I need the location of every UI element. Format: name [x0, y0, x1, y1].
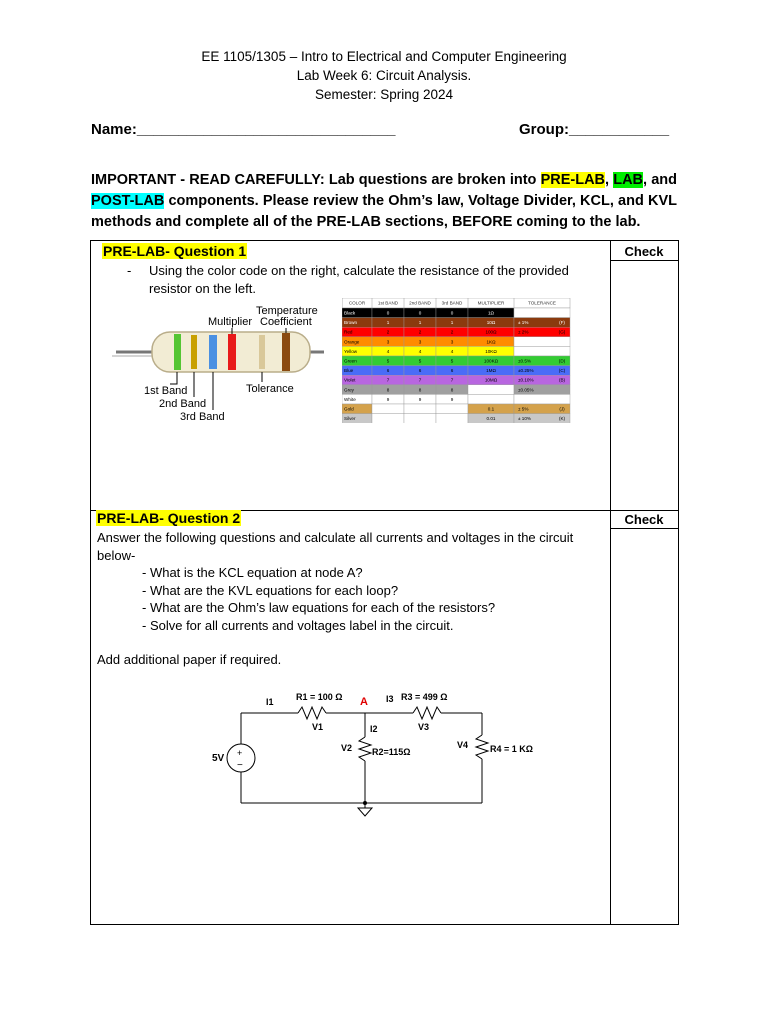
band-1-digit: 7: [386, 377, 390, 383]
color-row-grey: [342, 385, 570, 395]
color-row-brown: [342, 318, 570, 328]
prelab-highlight: PRE-LAB: [540, 172, 606, 188]
color-row-orange: [342, 337, 570, 347]
course-title: EE 1105/1305 – Intro to Electrical and Computer Engineering: [201, 49, 567, 64]
i1-label: I1: [266, 697, 274, 707]
tolerance-letter: (C): [558, 368, 566, 374]
multiplier-value: 1Ω: [488, 310, 494, 316]
band-3-digit: 6: [450, 368, 454, 374]
q2-item-4: - Solve for all currents and voltages label in the circuit.: [142, 618, 454, 633]
color-name: Brown: [344, 320, 358, 326]
r3-label: R3 = 499 Ω: [401, 692, 448, 702]
band-3-digit: 4: [450, 348, 454, 354]
q2-item-2: - What are the KVL equations for each loop?: [142, 583, 399, 598]
r4-label: R4 = 1 KΩ: [490, 744, 533, 754]
group-field[interactable]: Group:____________: [519, 121, 670, 138]
band-2-digit: 1: [418, 320, 422, 326]
tolerance-letter: (J): [559, 406, 565, 412]
ground-symbol: [358, 808, 372, 816]
q2-item-1: - What is the KCL equation at node A?: [142, 565, 363, 580]
multiplier-value: 0.1: [487, 406, 495, 412]
multiplier-value: 0.01: [486, 416, 496, 422]
color-name: Silver: [344, 416, 356, 422]
band-3-digit: 1: [450, 320, 454, 326]
band-multiplier-red: [228, 334, 236, 370]
color-row-gold: [342, 404, 570, 414]
color-row-yellow: [342, 346, 570, 356]
q2-item-3: - What are the Ohm’s law equations for each of the resistors?: [142, 600, 496, 615]
r2-label: R2=115Ω: [372, 747, 411, 757]
tolerance-value: ±0.10%: [518, 377, 534, 383]
label-band2: 2nd Band: [159, 398, 207, 410]
tolerance-letter: (B): [558, 377, 566, 383]
q1-instructions: Using the color code on the right, calculate the resistance of the provided resistor on the left.: [149, 263, 569, 296]
band-1-digit: 5: [386, 358, 390, 364]
color-name: Grey: [344, 387, 354, 393]
table-header: COLOR: [348, 300, 366, 306]
table-header: MULTIPLIER: [477, 300, 505, 306]
band-2-digit: 3: [418, 339, 422, 345]
band-3-digit: 2: [450, 329, 454, 335]
band-1-digit: 2: [386, 329, 390, 335]
tolerance-value: ±0.05%: [518, 387, 534, 393]
band-temp-brown: [282, 333, 290, 371]
multiplier-value: 10KΩ: [485, 348, 497, 354]
v1-label: V1: [312, 722, 324, 732]
tolerance-value: ±0.25%: [518, 368, 534, 374]
table-header: TOLERANCE: [528, 300, 556, 306]
multiplier-value: 1MΩ: [486, 368, 496, 374]
band-1-digit: 0: [386, 310, 390, 316]
r4-resistor: [476, 735, 488, 759]
color-row-white: [342, 394, 570, 404]
color-code-table: [342, 298, 572, 423]
q1-dash: -: [127, 263, 132, 278]
band-2-digit: 8: [418, 387, 422, 393]
q2-intro: Answer the following questions and calculate all currents and voltages in the circuit below-: [97, 530, 574, 563]
band-2-digit: 2: [418, 329, 422, 335]
v3-label: V3: [418, 722, 430, 732]
color-row-blue: [342, 366, 570, 376]
color-row-green: [342, 356, 570, 366]
tolerance-value: ± 1%: [518, 320, 529, 326]
tolerance-letter: (K): [558, 416, 566, 422]
label-temperature: Temperature: [256, 305, 318, 317]
band-2: [191, 335, 197, 369]
q1-title: PRE-LAB- Question 1: [103, 243, 247, 259]
tolerance-letter: (G): [558, 329, 566, 335]
multiplier-value: 100Ω: [485, 329, 497, 335]
band-1-digit: 3: [386, 339, 390, 345]
tolerance-value: ± 5%: [518, 406, 529, 412]
v4-label: V4: [457, 740, 469, 750]
important-notice: IMPORTANT - READ CAREFULLY: Lab questions are broken into PRE-LAB, LAB, and POST-LAB components. Please review the Ohm’s law, Voltage Divider, KCL, and KVL methods and complete all of the PRE-LAB sections, BEFORE coming to the lab.: [91, 172, 677, 230]
band-2-digit: 7: [418, 377, 422, 383]
tolerance-letter: (D): [558, 358, 566, 364]
semester: Semester: Spring 2024: [314, 87, 454, 102]
band-1-digit: 8: [386, 387, 390, 393]
band-3-digit: 0: [450, 310, 454, 316]
table-header: 1st BAND: [377, 300, 399, 306]
color-row-black: [342, 308, 570, 318]
r2-resistor: [359, 737, 371, 761]
i3-label: I3: [386, 694, 394, 704]
r3-resistor: [413, 707, 441, 719]
band-3-blue: [209, 335, 217, 369]
r1-resistor: [298, 707, 326, 719]
color-name: Blue: [344, 368, 354, 374]
color-row-red: [342, 327, 570, 337]
color-name: Gold: [344, 406, 354, 412]
lab-title: Lab Week 6: Circuit Analysis.: [296, 68, 472, 83]
q1-check-header: Check: [624, 244, 664, 259]
postlab-highlight: POST-LAB: [91, 193, 165, 209]
i2-label: I2: [370, 724, 378, 734]
label-band1: 1st Band: [144, 385, 188, 397]
table-header: 3rd BAND: [441, 300, 463, 306]
band-2-digit: 6: [418, 368, 422, 374]
tolerance-letter: (F): [559, 320, 565, 326]
band-1-digit: 1: [386, 320, 390, 326]
color-name: Yellow: [344, 348, 358, 354]
name-field[interactable]: Name:_______________________________: [91, 121, 396, 138]
band-3-digit: 8: [450, 387, 454, 393]
multiplier-value: 100KΩ: [483, 358, 499, 364]
label-coefficient: Coefficient: [260, 316, 312, 328]
color-row-silver: [342, 414, 570, 423]
color-row-violet: [342, 375, 570, 385]
v2-label: V2: [341, 743, 353, 753]
q2-note: Add additional paper if required.: [97, 652, 282, 667]
color-name: Red: [344, 329, 353, 335]
band-1-digit: 4: [386, 348, 390, 354]
label-multiplier: Multiplier: [208, 316, 253, 328]
circuit-diagram: [200, 685, 560, 825]
check-column-divider: [610, 240, 611, 925]
q2-check-header: Check: [624, 512, 664, 527]
q2-title: PRE-LAB- Question 2: [97, 510, 241, 526]
band-2-digit: 9: [418, 396, 422, 402]
color-name: Green: [344, 358, 357, 364]
band-2-digit: 5: [418, 358, 422, 364]
band-3-digit: 3: [450, 339, 454, 345]
band-2-digit: 4: [418, 348, 422, 354]
tolerance-value: ± 2%: [518, 329, 529, 335]
band-3-digit: 9: [450, 396, 454, 402]
band-2-digit: 0: [418, 310, 422, 316]
multiplier-value: 10MΩ: [484, 377, 498, 383]
lab-highlight: LAB: [613, 172, 644, 188]
svg-text:+: +: [237, 748, 243, 758]
band-3-digit: 7: [450, 377, 454, 383]
band-1-digit: 9: [386, 396, 390, 402]
color-name: Orange: [344, 339, 360, 345]
band-1-green: [174, 334, 181, 370]
label-band3: 3rd Band: [180, 411, 225, 423]
color-name: Black: [344, 310, 356, 316]
multiplier-value: 10Ω: [486, 320, 496, 326]
r1-label: R1 = 100 Ω: [296, 692, 343, 702]
color-name: White: [344, 396, 356, 402]
svg-text:−: −: [237, 760, 243, 771]
band-3-digit: 5: [450, 358, 454, 364]
node-a-label: A: [360, 696, 368, 708]
source-label: 5V: [212, 753, 225, 764]
label-tolerance: Tolerance: [246, 383, 294, 395]
multiplier-value: 1KΩ: [486, 339, 496, 345]
band-tolerance: [259, 335, 265, 369]
table-header: 2nd BAND: [409, 300, 431, 306]
tolerance-value: ± 10%: [518, 416, 531, 422]
resistor-illustration: [112, 300, 326, 425]
tolerance-value: ±0.5%: [518, 358, 531, 364]
color-name: Violet: [344, 377, 356, 383]
name-group-row: [91, 121, 681, 138]
band-1-digit: 6: [386, 368, 390, 374]
